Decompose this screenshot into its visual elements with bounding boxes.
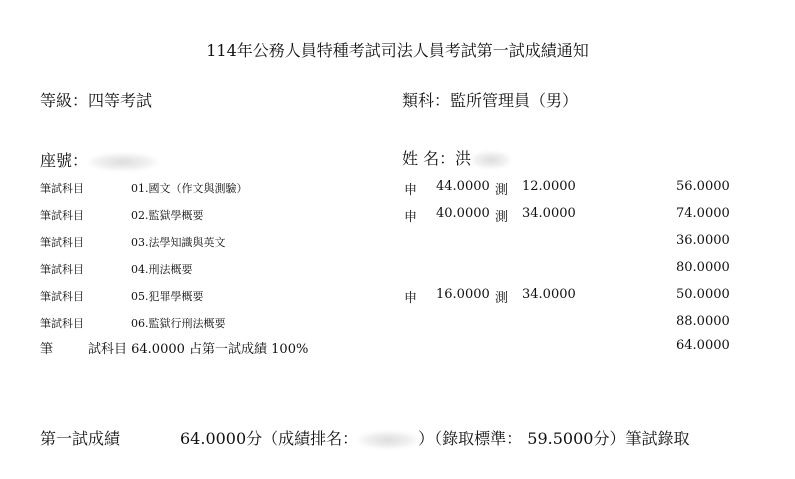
- subject-name: 03.法學知識與英文: [131, 236, 226, 249]
- seat-number-redacted: [88, 153, 158, 171]
- subject-mark-2: 測: [495, 183, 509, 198]
- first-exam-result-label: 第一試成績: [40, 429, 121, 448]
- candidate-name-visible: 洪: [455, 149, 472, 168]
- exam-category: [402, 88, 578, 111]
- subject-mark-2: 測: [495, 291, 509, 306]
- subject-mark-2: 測: [495, 210, 509, 225]
- subject-type: 筆試科目: [40, 290, 84, 303]
- exam-category-label: 類科：: [402, 91, 451, 110]
- summary-prefix: 筆: [40, 342, 54, 357]
- subject-mark-1: 申: [404, 210, 418, 225]
- subject-value-1: 40.0000: [436, 206, 490, 221]
- summary-text: 試科目 64.0000 占第一試成績 100%: [88, 342, 309, 357]
- subject-score: 74.0000: [676, 206, 730, 221]
- subject-score: 88.0000: [676, 314, 730, 329]
- exam-level-label: 等級：: [40, 91, 89, 110]
- exam-category-value: 監所管理員（男）: [450, 91, 579, 110]
- subject-name: 05.犯罪學概要: [131, 290, 204, 303]
- subject-score: 56.0000: [676, 179, 730, 194]
- summary-score: 64.0000: [676, 338, 730, 353]
- seat-number-label: 座號：: [40, 151, 89, 170]
- seat-number: [40, 148, 158, 171]
- subject-name: 04.刑法概要: [131, 263, 193, 276]
- subject-value-2: 34.0000: [522, 287, 576, 302]
- exam-level-value: 四等考試: [88, 91, 153, 110]
- subject-type: 筆試科目: [40, 263, 84, 276]
- subject-score: 80.0000: [676, 260, 730, 275]
- first-exam-result: [180, 426, 689, 449]
- subject-mark-1: 申: [404, 183, 418, 198]
- subject-score: 50.0000: [676, 287, 730, 302]
- subject-name: 02.監獄學概要: [131, 209, 204, 222]
- subject-type: 筆試科目: [40, 317, 84, 330]
- subject-type: 筆試科目: [40, 236, 84, 249]
- candidate-name-label: 姓 名：: [402, 149, 456, 168]
- page-title: 114年公務人員特種考試司法人員考試第一試成績通知: [206, 41, 589, 60]
- subject-score: 36.0000: [676, 233, 730, 248]
- subject-name: 06.監獄行刑法概要: [131, 317, 226, 330]
- subject-value-1: 44.0000: [436, 179, 490, 194]
- admission-standard: 59.5000分）筆試錄取: [527, 429, 690, 448]
- subject-value-2: 34.0000: [522, 206, 576, 221]
- subject-name: 01.國文（作文與測驗）: [131, 182, 248, 195]
- subject-type: 筆試科目: [40, 182, 84, 195]
- subject-value-2: 12.0000: [522, 179, 576, 194]
- exam-level: [40, 88, 152, 111]
- rank-close: ）（錄取標準：: [418, 429, 523, 448]
- candidate-name: [402, 146, 511, 169]
- first-exam-score: 64.0000分（成績排名：: [180, 429, 359, 448]
- subject-value-1: 16.0000: [436, 287, 490, 302]
- rank-redacted: [358, 431, 418, 449]
- subject-type: 筆試科目: [40, 209, 84, 222]
- subject-mark-1: 申: [404, 291, 418, 306]
- candidate-name-redacted: [471, 151, 511, 169]
